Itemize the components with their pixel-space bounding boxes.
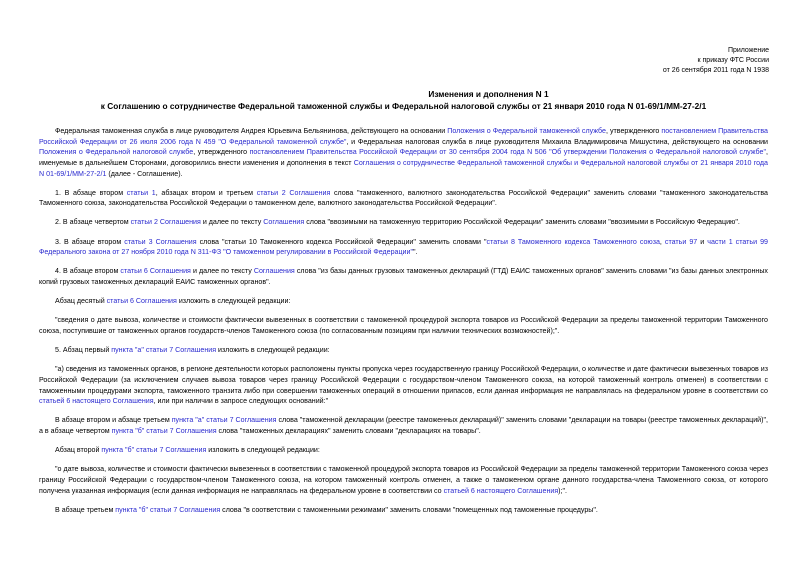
order-reference: к приказу ФТС России <box>697 56 769 64</box>
paragraph-text: Абзац десятый <box>55 297 107 306</box>
document-body <box>39 126 768 524</box>
document-link[interactable]: статьи 2 Соглашения <box>256 188 331 197</box>
document-link[interactable]: Соглашения <box>253 267 295 276</box>
paragraph-text: и далее по тексту <box>200 218 264 227</box>
paragraph-text: слова "в соответствии с таможенными режимами" заменить словами "помещенных под таможенные процедуры". <box>220 505 598 514</box>
paragraph-text: изложить в следующей редакции: <box>176 297 291 306</box>
paragraph-text: , <box>659 237 665 246</box>
paragraph <box>39 188 768 209</box>
paragraph-text: 4. В абзаце втором <box>55 267 121 276</box>
document-link[interactable]: статьей 6 настоящего Соглашения <box>39 397 154 406</box>
paragraph <box>39 345 768 356</box>
document-link[interactable]: статьей 6 настоящего Соглашения <box>443 486 559 495</box>
paragraph <box>39 315 768 336</box>
document-link[interactable]: статьи 97 <box>664 237 698 246</box>
paragraph-text: , именуемые в дальнейшем Сторонами, договорились внести изменения и дополнения в текст <box>39 148 768 167</box>
document-link[interactable]: пункта "б" статьи 7 Соглашения <box>111 426 217 435</box>
paragraph-text: и <box>697 237 708 246</box>
paragraph-text: изложить в следующей редакции: <box>206 446 320 455</box>
paragraph-text: изложить в следующей редакции: <box>216 346 330 355</box>
document-link[interactable]: Положения о Федеральной налоговой службе <box>39 148 194 157</box>
paragraph-text: (далее - Соглашение). <box>106 169 183 178</box>
document-link[interactable]: пункта "б" статьи 7 Соглашения <box>115 505 221 514</box>
paragraph-text: );". <box>558 486 567 495</box>
document-link[interactable]: Положения о Федеральной таможенной службе <box>447 127 606 135</box>
paragraph-text: 5. Абзац первый <box>55 346 112 355</box>
paragraph-text: , или при наличии в запросе следующих оснований:" <box>153 397 329 406</box>
paragraph-text: "сведения о дате вывоза, количестве и стоимости фактически вывезенных в соответствии с таможенной процедурой экспорта товаров из Российской Федерации за пределы таможенной территории Таможенного союза, поступившие от таможенных органов государств-членов Таможенного союза (по согласованным позициям при наличии технических возможностей);". <box>39 316 768 335</box>
title-line-1: Изменения и дополнения N 1 <box>428 89 549 99</box>
document-link[interactable]: постановлением Правительства Российской Федерации от 30 сентября 2004 года N 506 "Об утверждении Положения о Федеральной налоговой службе" <box>249 148 767 157</box>
annex-label: Приложение <box>727 47 769 54</box>
paragraph-text: , утвержденного <box>193 148 250 157</box>
title-line-2: к Соглашению о сотрудничестве Федеральной таможенной службы и Федеральной налоговой службы от 21 января 2010 года N 01-69/1/ММ-27-2/1 <box>100 101 707 112</box>
document-link[interactable]: пункта "б" статьи 7 Соглашения <box>101 446 207 455</box>
paragraph-text: "о дате вывоза, количестве и стоимости фактически вывезенных в соответствии с таможенной процедурой экспорта товаров из Российской Федерации за пределы таможенной территории Таможенного союза через границу Российской Федерации с государством-членом Таможенного союза, на котором таможенный контроль отменен, а также о таможенном органе данного государства-члена Таможенного союза, от которого получена указанная информация (если данная информация не направлялась на федеральном уровне в соответствии со <box>39 465 768 495</box>
document-link[interactable]: части 1 статьи 99 Федерального закона от 27 ноября 2010 года N 311-ФЗ "О таможенном регулировании в Российской Федерации" <box>39 237 768 257</box>
document-link[interactable]: статьи 1 <box>126 188 156 197</box>
order-annex-header <box>663 46 769 75</box>
paragraph-text: ". <box>413 248 418 257</box>
paragraph-text: слова "статьи 10 Таможенного кодекса Российской Федерации" заменить словами " <box>196 237 487 246</box>
paragraph <box>39 126 768 179</box>
paragraph <box>39 237 768 258</box>
order-date: от 26 сентября 2011 года N 1938 <box>662 66 769 74</box>
paragraph-text: слова "таможенного, валютного законодательства Российской Федерации" заменить словами "таможенного законодательства Таможенного союза, законодательства Российской Федерации о таможенном деле, валютного законодательства Российской Федерации". <box>39 188 768 208</box>
document-link[interactable]: статьи 6 Соглашения <box>106 297 177 306</box>
paragraph <box>39 217 768 228</box>
document-link[interactable]: Соглашения о сотрудничестве Федеральной таможенной службы и Федеральной налоговой службы от 21 января 2010 года N 01-69/1/ММ-27-2/1 <box>39 158 768 178</box>
paragraph <box>39 464 768 496</box>
paragraph-text: слова "из базы данных грузовых таможенных деклараций (ГТД) ЕАИС таможенных органов" заменить словами "из базы данных электронных копий грузовых таможенных деклараций ЕАИС таможенных органов". <box>39 267 768 287</box>
document-link[interactable]: пункта "а" статьи 7 Соглашения <box>171 416 277 425</box>
document-link[interactable]: постановлением Правительства Российской Федерации от 26 июля 2006 года N 459 "О Федеральной таможенной службе" <box>39 127 769 146</box>
document-title <box>0 88 807 113</box>
paragraph-text: , утвержденного <box>605 127 662 135</box>
paragraph <box>39 266 768 287</box>
document-link[interactable]: Соглашения <box>263 218 305 227</box>
paragraph <box>39 296 768 307</box>
document-link[interactable]: статьи 6 Соглашения <box>120 267 191 276</box>
paragraph-text: Федеральная таможенная служба в лице руководителя Андрея Юрьевича Бельянинова, действующего на основании <box>55 127 448 135</box>
paragraph-text: Абзац второй <box>55 446 102 455</box>
paragraph-text: , абзацах втором и третьем <box>155 188 257 197</box>
document-link[interactable]: статьи 2 Соглашения <box>130 218 201 227</box>
paragraph-text: "а) сведения из таможенных органов, в регионе деятельности которых расположены пункты пропуска через государственную границу Российской Федерации, о количестве и дате фактически вывезенных товаров из Российской Федерации (за исключением случаев вывоза товаров через границу Российской Федерации с государством-членом Таможенного союза, на которой таможенный контроль отменен) в соответствии с таможенными процедурами экспорта, таможенного транзита либо при совершении таможенных операций в отношении припасов, если данная информация не направлялась на федеральном уровне в соответствии со <box>39 365 768 395</box>
paragraph <box>39 445 768 456</box>
paragraph-text: В абзаце втором и абзаце третьем <box>55 416 172 425</box>
paragraph-text: 1. В абзаце втором <box>55 188 127 197</box>
paragraph-text: В абзаце третьем <box>55 505 116 514</box>
document-link[interactable]: пункта "а" статьи 7 Соглашения <box>111 346 217 355</box>
paragraph <box>39 505 768 516</box>
paragraph-text: 3. В абзаце втором <box>55 237 125 246</box>
paragraph-text: 2. В абзаце четвертом <box>55 218 131 227</box>
paragraph <box>39 415 768 436</box>
document-link[interactable]: статьи 8 Таможенного кодекса Таможенного союза <box>486 237 660 246</box>
document-link[interactable]: статьи 3 Соглашения <box>124 237 197 246</box>
paragraph-text: и далее по тексту <box>190 267 254 276</box>
paragraph-text: слова "ввозимыми на таможенную территорию Российской Федерации" заменить словами "ввозимыми в Российскую Федерацию". <box>304 218 740 227</box>
paragraph-text: слова "таможенной декларации (реестре таможенных деклараций)" заменить словами "декларации на товары (реестре таможенных деклараций)", а в абзаце четвертом <box>39 416 768 435</box>
paragraph-text: , и Федеральная налоговая служба в лице руководителя Михаила Владимировича Мишустина, действующего на основании <box>346 137 768 146</box>
paragraph-text: слова "таможенных декларациях" заменить словами "декларациях на товары". <box>216 426 481 435</box>
paragraph <box>39 364 768 407</box>
